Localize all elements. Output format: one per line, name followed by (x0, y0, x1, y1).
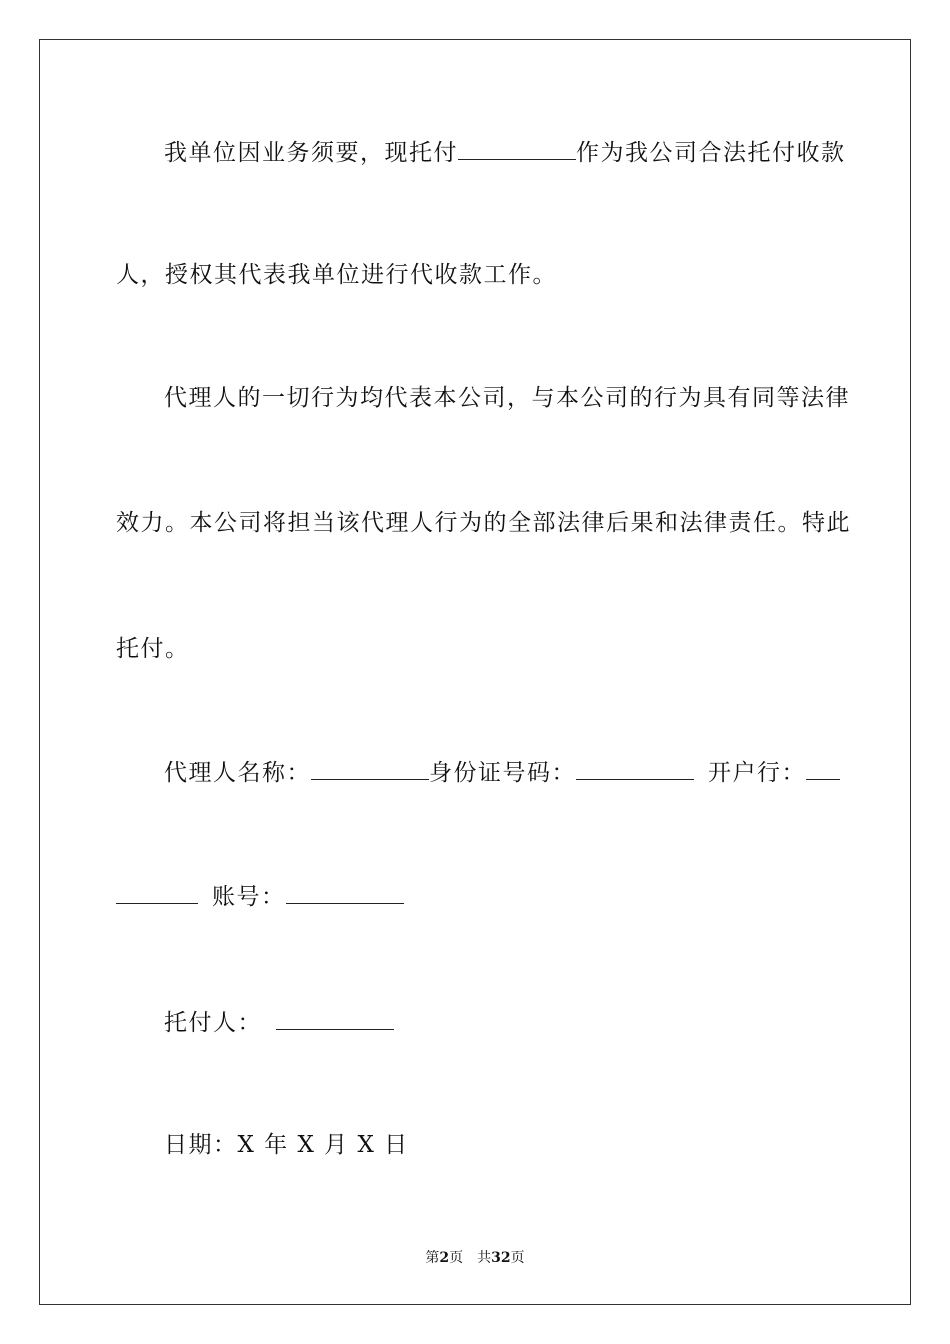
footer-mid: 页 共 (449, 1250, 492, 1266)
paragraph-2-line-2: 效力。本公司将担当该代理人行为的全部法律后果和法律责任。特此 (116, 510, 851, 536)
date-line: 日期：X 年 X 月 X 日 (164, 1132, 409, 1158)
page-border (39, 39, 911, 1305)
id-number-label: 身份证号码： (429, 760, 576, 786)
blank-id-number (576, 759, 694, 780)
info-line-2 (116, 882, 836, 912)
paragraph-1-line-1 (164, 138, 884, 168)
text-segment: 作为我公司合法托付收款 (576, 140, 846, 166)
page-footer (0, 1247, 950, 1267)
blank-agent (458, 139, 576, 160)
principal-line (164, 1008, 884, 1038)
blank-bank-part-1 (806, 759, 840, 780)
info-line-1 (164, 758, 884, 788)
footer-suffix: 页 (510, 1250, 525, 1266)
paragraph-2-line-1: 代理人的一切行为均代表本公司，与本公司的行为具有同等法律 (164, 385, 850, 411)
footer-page-number: 2 (439, 1250, 450, 1266)
footer-prefix: 第 (425, 1250, 440, 1266)
paragraph-2-line-3: 托付。 (116, 636, 190, 662)
agent-name-label: 代理人名称： (164, 760, 311, 786)
blank-bank-part-2 (116, 883, 198, 904)
blank-principal (276, 1009, 394, 1030)
blank-account (286, 883, 404, 904)
bank-label: 开户行： (708, 760, 806, 786)
blank-agent-name (311, 759, 429, 780)
paragraph-1-line-2: 人，授权其代表我单位进行代收款工作。 (116, 262, 557, 288)
account-label: 账号： (212, 884, 286, 910)
footer-total-pages: 32 (491, 1250, 511, 1266)
principal-label: 托付人： (164, 1010, 262, 1036)
text-segment: 我单位因业务须要，现托付 (164, 140, 458, 166)
